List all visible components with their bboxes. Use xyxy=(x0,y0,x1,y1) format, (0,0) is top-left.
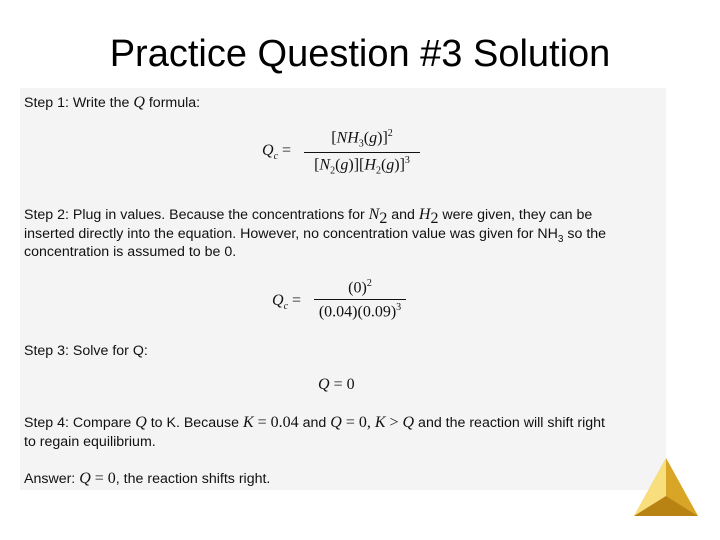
n2-symbol: N xyxy=(368,206,380,223)
step2-line1: Step 2: Plug in values. Because the concentrations for $N_2$ and $H_2$ were given, they can be xyxy=(24,206,593,227)
formula2-bar xyxy=(314,299,406,300)
step4-q: Q xyxy=(135,414,147,431)
step4-line1 xyxy=(24,414,605,432)
step2-line1-b: were given, they can be xyxy=(438,207,593,223)
triangle-arrow-icon xyxy=(632,456,700,518)
step4-a: Step 4: Compare xyxy=(24,415,136,431)
step4-q-expr: Q = 0, K > Q xyxy=(330,414,415,431)
step4-line2: to regain equilibrium. xyxy=(24,434,156,450)
step2-line2-end: so the xyxy=(563,226,607,242)
h2-symbol: H xyxy=(418,206,431,223)
answer-rest: , the reaction shifts right. xyxy=(115,471,271,487)
answer-label: Answer: xyxy=(24,471,80,487)
formula1-bar xyxy=(304,152,420,153)
formula2-numerator: $(0)^2$ xyxy=(348,278,372,297)
formula3: Q = 0 xyxy=(318,376,355,393)
step4-d: and the reaction will shift right xyxy=(414,415,605,431)
step1-label: Step 1: Write the xyxy=(24,95,134,111)
formula2-fraction xyxy=(314,278,406,322)
step1-var: Q xyxy=(133,94,145,111)
formula1-fraction xyxy=(304,128,420,176)
step4-c: and xyxy=(298,415,331,431)
step2-line1-a: Step 2: Plug in values. Because the concentrations for xyxy=(24,207,369,223)
slide-title: Practice Question #3 Solution xyxy=(109,33,611,75)
answer-q-expr: Q = 0 xyxy=(79,470,116,487)
step3-label: Step 3: Solve for Q: xyxy=(24,343,148,359)
step2-line2: inserted directly into the equation. However, no concentration value was given for $NH_3$ so the xyxy=(24,226,607,245)
formula2-lhs: $Q_c$ = xyxy=(272,292,302,313)
step1-text xyxy=(24,94,200,112)
solution-panel xyxy=(20,88,666,490)
step4-k-expr: K = 0.04 xyxy=(242,414,299,431)
step4-b: to K. Because xyxy=(146,415,243,431)
formula1-denominator: $[N_2(g)][H_2(g)]^3$ xyxy=(314,154,410,177)
step2-line1-mid: and xyxy=(387,207,419,223)
formula2-denominator: $(0.04)(0.09)^3$ xyxy=(318,302,402,321)
formula1-lhs: $Q_c$ = xyxy=(262,142,292,163)
step1-rest: formula: xyxy=(144,95,201,111)
answer-line xyxy=(24,470,270,488)
step2-line2-text: inserted directly into the equation. However, no concentration value was given for NH xyxy=(24,226,558,242)
step2-line3: concentration is assumed to be 0. xyxy=(24,244,237,260)
formula1-numerator: $[NH_3(g)]^2$ xyxy=(331,128,393,150)
